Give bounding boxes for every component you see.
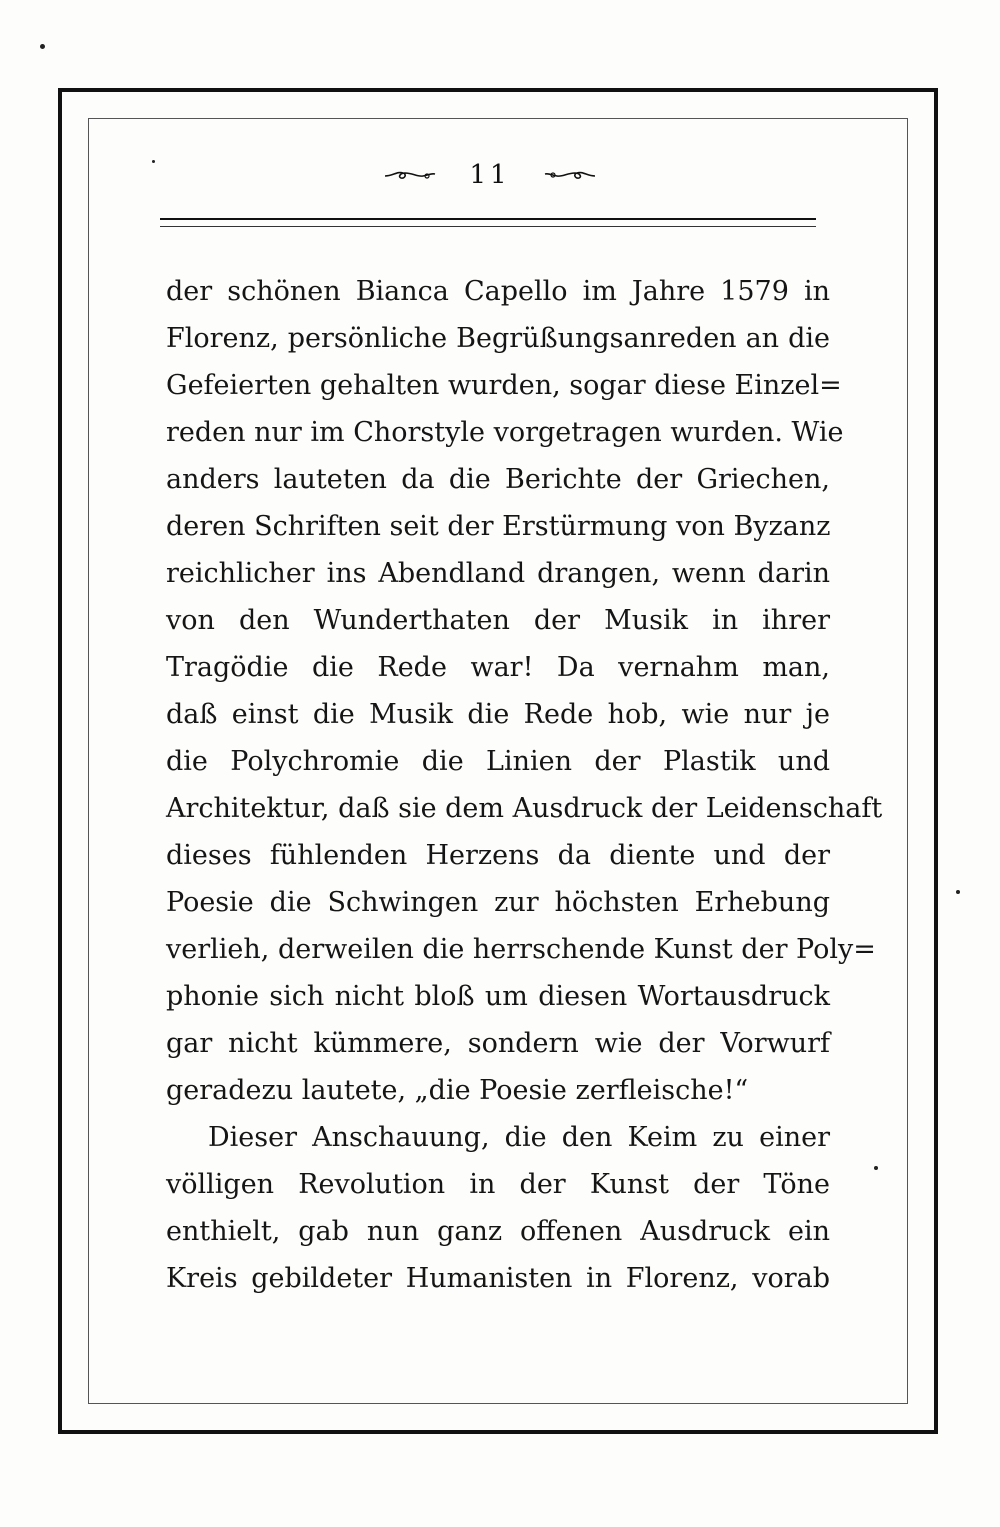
print-speck bbox=[874, 1166, 878, 1170]
text-line: Architektur, daß sie dem Ausdruck der Leidenschaft bbox=[166, 793, 883, 824]
right-flourish-icon bbox=[541, 167, 597, 183]
text-line: reichlicher ins Abendland drangen, wenn darin bbox=[166, 558, 830, 589]
text-line: Gefeierten gehalten wurden, sogar diese Einzel= bbox=[166, 370, 842, 401]
text-line: verlieh, derweilen die herrschende Kunst der Poly= bbox=[166, 934, 876, 965]
text-line: daß einst die Musik die Rede hob, wie nur je bbox=[166, 699, 830, 730]
text-line: gar nicht kümmere, sondern wie der Vorwurf bbox=[166, 1028, 830, 1059]
text-line: völligen Revolution in der Kunst der Töne bbox=[166, 1169, 830, 1200]
text-line: die Polychromie die Linien der Plastik und bbox=[166, 746, 830, 777]
text-line: von den Wunderthaten der Musik in ihrer bbox=[166, 605, 830, 636]
text-line: Florenz, persönliche Begrüßungsanreden an die bbox=[166, 323, 830, 354]
text-line: geradezu lautete, „die Poesie zerfleische!“ bbox=[166, 1075, 749, 1106]
header-rule-thin bbox=[160, 226, 816, 227]
paragraph-1 bbox=[166, 268, 883, 1114]
print-speck bbox=[40, 44, 45, 49]
text-line: Tragödie die Rede war! Da vernahm man, bbox=[166, 652, 830, 683]
print-speck bbox=[152, 160, 155, 163]
text-line: Dieser Anschauung, die den Keim zu einer bbox=[208, 1122, 830, 1153]
text-line: Kreis gebildeter Humanisten in Florenz, vorab bbox=[166, 1263, 830, 1294]
text-line: deren Schriften seit der Erstürmung von Byzanz bbox=[166, 511, 831, 542]
text-line: der schönen Bianca Capello im Jahre 1579 in bbox=[166, 276, 830, 307]
text-line: enthielt, gab nun ganz offenen Ausdruck ein bbox=[166, 1216, 830, 1247]
text-line: anders lauteten da die Berichte der Griechen, bbox=[166, 464, 830, 495]
text-line: reden nur im Chorstyle vorgetragen wurden. Wie bbox=[166, 417, 844, 448]
text-line: dieses fühlenden Herzens da diente und der bbox=[166, 840, 830, 871]
body-text bbox=[166, 268, 883, 1302]
page-header bbox=[160, 160, 820, 210]
text-line: phonie sich nicht bloß um diesen Wortausdruck bbox=[166, 981, 830, 1012]
print-speck bbox=[956, 890, 960, 894]
left-flourish-icon bbox=[383, 167, 439, 183]
paragraph-2 bbox=[166, 1114, 830, 1302]
text-line: Poesie die Schwingen zur höchsten Erhebung bbox=[166, 887, 830, 918]
header-rule-thick bbox=[160, 218, 816, 220]
page-number: 11 bbox=[469, 160, 511, 190]
